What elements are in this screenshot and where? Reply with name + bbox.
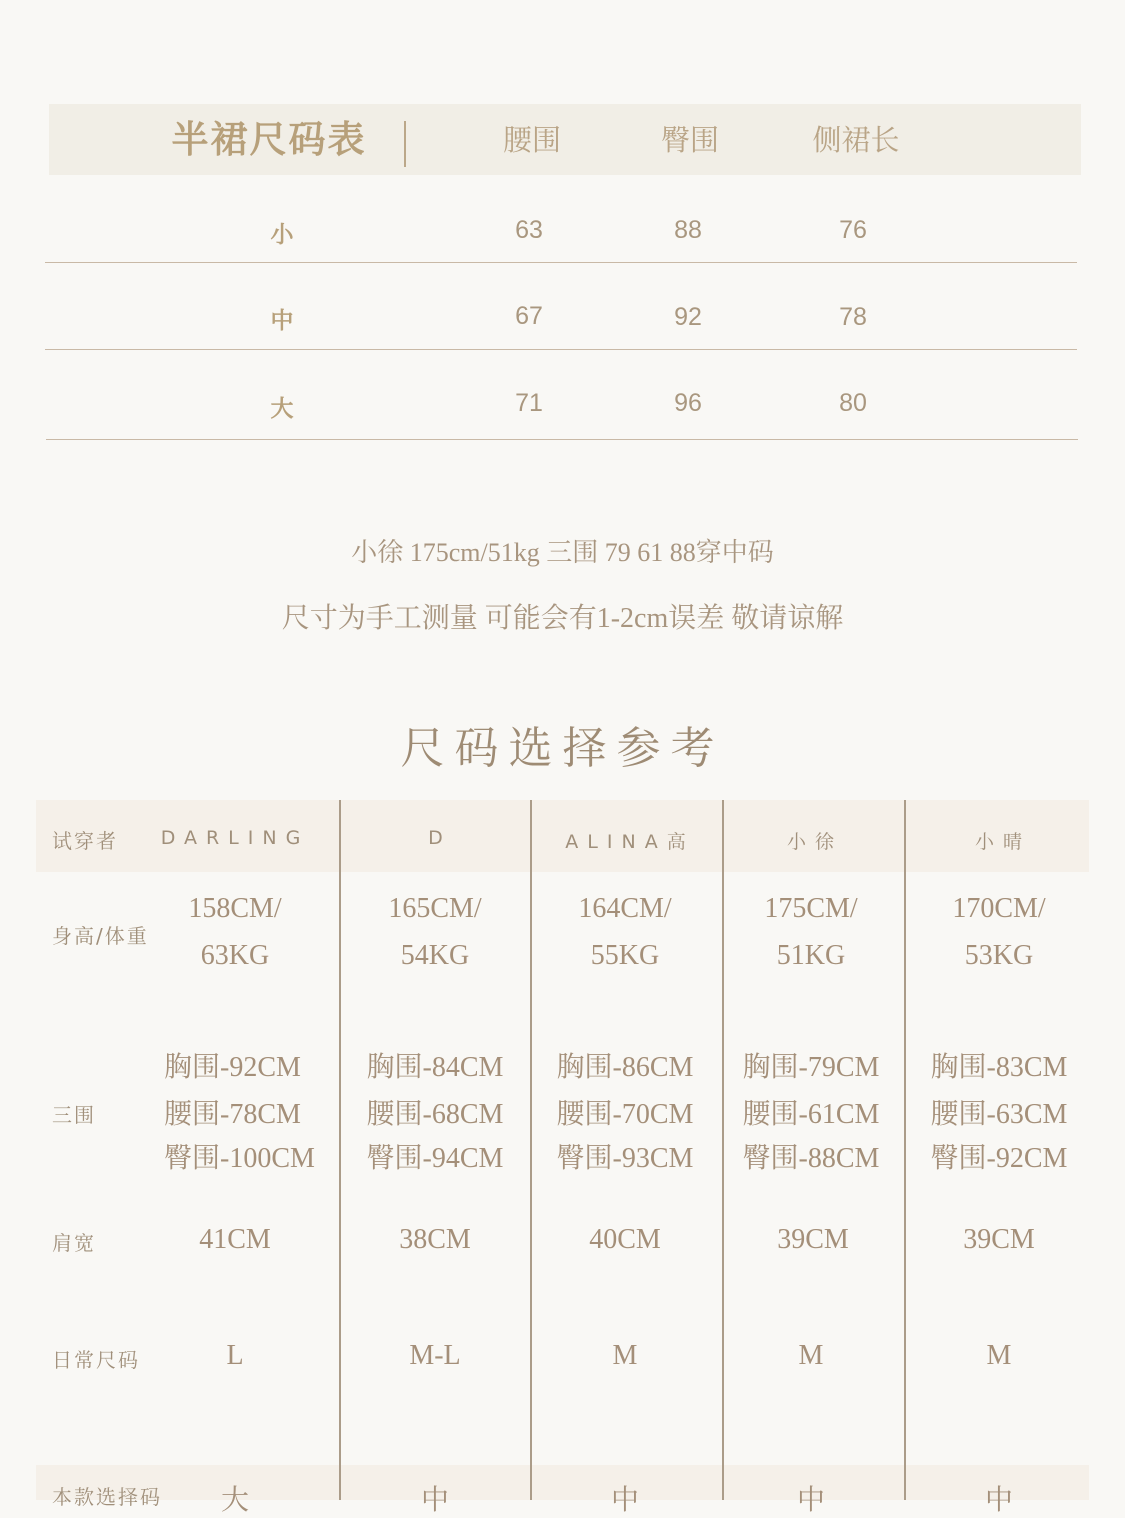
waist-d: 腰围-68CM [366,1099,504,1130]
chosen-size-xiaoxu: 中 [796,1485,825,1516]
column-divider [722,800,724,1500]
row-divider [45,262,1077,263]
height-xiaoqing: 170CM/ [952,893,1046,924]
row-label-height-weight: 身高/体重 [52,924,149,948]
weight-d: 54KG [400,940,470,971]
chosen-size-d: 中 [420,1485,449,1516]
shoulder-xiaoqing: 39CM [963,1224,1035,1255]
bust-alina: 胸围-86CM [556,1052,694,1083]
bust-xiaoqing: 胸围-83CM [930,1052,1068,1083]
chosen-size-xiaoqing: 中 [984,1485,1013,1516]
weight-xiaoqing: 53KG [964,940,1034,971]
chosen-size-alina: 中 [610,1485,639,1516]
daily-size-xiaoxu: M [798,1340,824,1371]
waist-xiaoxu: 腰围-61CM [742,1099,880,1130]
hip-xiaoqing: 臀围-92CM [930,1143,1068,1174]
height-d: 165CM/ [388,893,482,924]
bust-xiaoxu: 胸围-79CM [742,1052,880,1083]
chosen-size-darling: 大 [220,1485,249,1516]
row-label-shoulder: 肩宽 [52,1231,96,1255]
daily-size-darling: L [226,1340,244,1371]
model-name-alina: ALINA高 [565,831,695,853]
column-header-skirt-length: 侧裙长 [812,123,900,157]
height-xiaoxu: 175CM/ [764,893,858,924]
model-name-xiaoxu: 小徐 [786,831,843,853]
hip-xiaoxu: 臀围-88CM [742,1143,880,1174]
hip-large: 96 [674,389,702,417]
length-small: 76 [839,216,867,244]
shoulder-darling: 41CM [199,1224,271,1255]
model-name-d: D [428,827,452,849]
row-label-chosen-size: 本款选择码 [52,1485,162,1509]
size-label-large: 大 [270,395,294,422]
size-label-medium: 中 [270,307,294,334]
weight-xiaoxu: 51KG [776,940,846,971]
measurement-disclaimer: 尺寸为手工测量 可能会有1-2cm误差 敬请谅解 [281,603,844,634]
size-label-small: 小 [270,221,294,248]
shoulder-alina: 40CM [589,1224,661,1255]
weight-alina: 55KG [590,940,660,971]
hip-d: 臀围-94CM [366,1143,504,1174]
height-alina: 164CM/ [578,893,672,924]
daily-size-d: M-L [409,1340,461,1371]
size-chart-header [49,104,1081,175]
waist-xiaoqing: 腰围-63CM [930,1099,1068,1130]
daily-size-xiaoqing: M [986,1340,1012,1371]
column-header-waist: 腰围 [502,123,561,157]
size-chart-title: 半裙尺码表 [171,117,367,161]
column-divider [904,800,906,1500]
waist-large: 71 [515,389,543,417]
waist-darling: 腰围-78CM [164,1099,301,1130]
waist-alina: 腰围-70CM [556,1099,694,1130]
weight-darling: 63KG [200,940,270,971]
height-darling: 158CM/ [188,893,282,924]
length-large: 80 [839,389,867,417]
row-divider [46,439,1078,440]
model-note: 小徐 175cm/51kg 三围 79 61 88穿中码 [351,538,774,567]
waist-medium: 67 [515,302,543,330]
waist-small: 63 [515,216,543,244]
length-medium: 78 [839,303,867,331]
bust-d: 胸围-84CM [366,1052,504,1083]
row-label-measurements: 三围 [52,1103,96,1127]
column-header-hip: 臀围 [660,123,719,157]
row-divider [45,349,1077,350]
hip-darling: 臀围-100CM [164,1143,315,1174]
row-label-daily-size: 日常尺码 [52,1348,140,1372]
hip-small: 88 [674,216,702,244]
reference-title: 尺码选择参考 [400,723,725,774]
hip-medium: 92 [674,303,702,331]
header-label-tester: 试穿者 [52,829,118,853]
daily-size-alina: M [612,1340,638,1371]
shoulder-d: 38CM [399,1224,471,1255]
model-name-xiaoqing: 小晴 [974,831,1031,853]
bust-darling: 胸围-92CM [164,1052,301,1083]
column-divider [530,800,532,1500]
hip-alina: 臀围-93CM [556,1143,694,1174]
header-divider [404,121,406,167]
shoulder-xiaoxu: 39CM [777,1224,849,1255]
model-name-darling: DARLING [160,827,310,849]
